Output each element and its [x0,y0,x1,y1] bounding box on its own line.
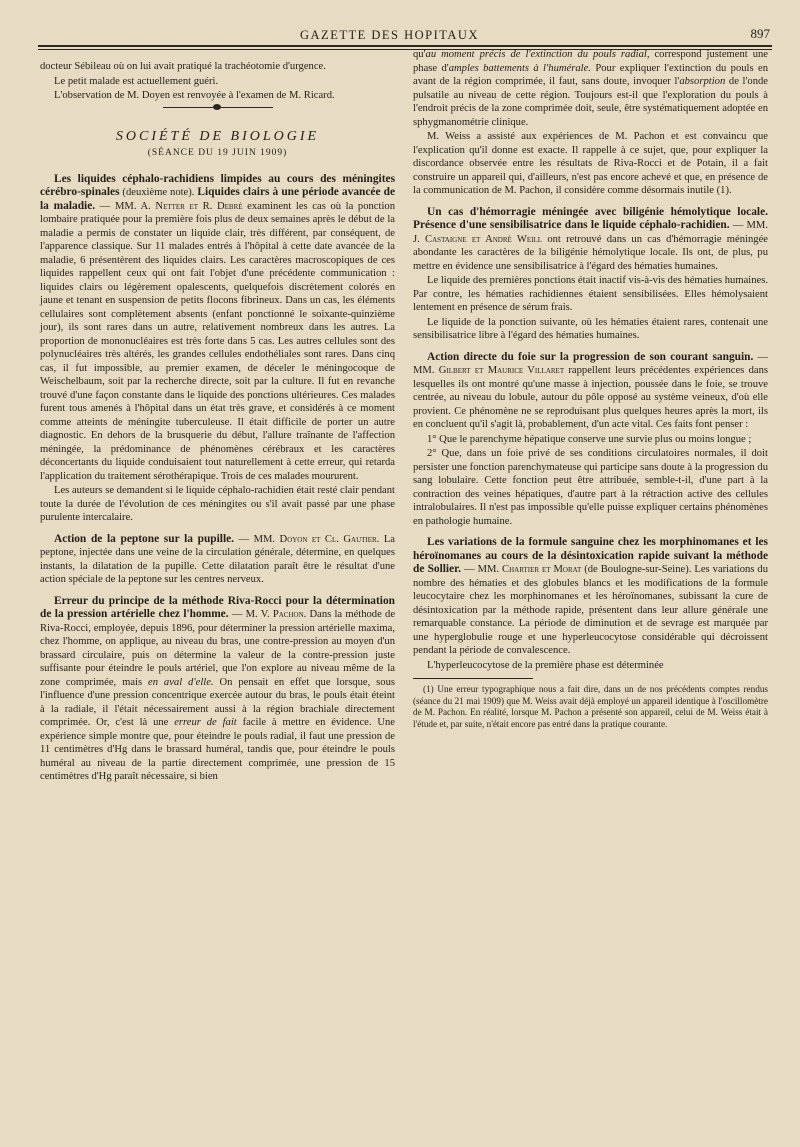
page-number: 897 [750,26,770,41]
emphasis: au moment précis de l'extinction du pouls radial, [425,49,650,60]
paragraph: M. Weiss a assisté aux expériences de M. Pachon et est convaincu que l'explication qu'il donne est exacte. Il rappelle à ce sujet, que, pour expliquer la discordance observée entre les résultats de Riva-Rocci et de Potain, il a fait construire un appareil qui, d'ailleurs, n'est pas encore achevé et que, en présence de la communication de M. Pachon, il considère comme désormais inutile (1). [413,131,768,196]
paragraph: Le petit malade est actuellement guéri. [54,75,219,87]
header-rule [38,45,772,47]
paragraph: L'hyperleucocytose de la première phase est déterminée [427,659,664,671]
article-authors: — MM. Gilbert et Maurice Villaret [413,351,768,376]
text: Pour expliquer l'extinction du pouls en avant de la région comprimée, il faut, sans doute, invoquer l' [413,62,769,87]
right-column [413,48,768,731]
paragraph: Les auteurs se demandent si le liquide céphalo-rachidien était resté clair pendant toute la durée de l'évolution de ces méningites ou s'il avait passé par une phase purulente intercalaire. [40,485,395,523]
text: de l'onde pulsatile au niveau de cette région. Toujours est-il que l'exploration du pouls à l'endroit précis de la zone comprimée doit, seule, être systématiquement adoptée en sphygmanométrie clinique. [413,76,768,128]
article-title: Action directe du foie sur la progression de son courant sanguin. [427,350,754,363]
left-column [40,60,395,785]
article-liquides [40,173,395,484]
article-formule-sanguine [413,536,768,658]
article-title: Les liquides céphalo-rachidiens limpides au cours des méningites cérébro-spinales [40,172,395,198]
article-authors: — MM. A. Netter et R. Debré [99,200,243,212]
article-body: (de Boulogne-sur-Seine). Les variations du nombre des hématies et des globules blancs et les modifications de la formule leucocytaire chez les morphinomanes et les héroïnomanes, subissant la cure de désintoxication par la méthode rapide, présentent dans leur allure générale une remarquable constance. La période de diminution et de sevrage est marquée par une hyperglobulie rouge et une hyperleucocytose considérable qui décroissent pendant la période de convalescence. [413,564,768,656]
article-riva-rocci [40,595,395,784]
article-authors: — MM. Chartier et Morat [464,564,582,575]
article-body: ont retrouvé dans un cas d'hémorragie méningée abondante les caractères de la biligénie hémolytique locale. Ils ont, de plus, pu mettre en évidence une sensibilisatrice à l'égard des hématies humaines. [413,233,768,272]
paragraph [413,48,768,129]
article-title: Erreur du principe de la méthode Riva-Rocci pour la détermination de la pression artérielle chez l'homme. [40,594,395,620]
article-title-part2: Liquides clairs à une période avancée de la maladie. [40,186,396,212]
article-title: Action de la peptone sur la pupille. [54,532,235,545]
section-title: SOCIÉTÉ DE BIOLOGIE [115,128,320,144]
article-body: On pensait en effet que lorsque, sous l'influence d'une pression concentrique exercée autour du bras, le pouls était éteint à la radiale, il l'était nécessairement aussi à la région brachiale directement comprimée. Or, c'est là une [40,676,395,728]
paragraph: 1° Que le parenchyme hépatique conserve une survie plus ou moins longue ; [427,433,752,445]
article-emphasis: erreur de fait [174,717,237,728]
article-foie [413,351,768,432]
article-peptone [40,533,395,587]
article-body: La peptone, injectée dans une veine de la circulation générale, détermine, en quelques instants, la dilatation de la pupille. Cette dilatation paraît être le résultat d'une action spéciale de la peptone sur les centres nerveux. [40,533,396,585]
paragraph: Le liquide de la ponction suivante, où les hématies étaient rares, contenait une sensibilisatrice libre à l'égard des hématies humaines. [413,316,768,341]
footnote-rule [413,678,533,679]
article-emphasis: en aval d'elle. [148,676,214,688]
paragraph: 2° Que, dans un foie privé de ses conditions circulatoires normales, il doit persister une fonction parenchymateuse qui participe sans doute à la progression du sang lobulaire. Cette fonction peut être attribuée, semble-t-il, d'une part à la contraction des veines hépatiques, d'autre part à la rétraction active des cellules intralobulaires. Il n'est pas impossible qu'elle puisse expliquer certains phénomènes en pathologie humaine. [413,448,768,527]
ornament-divider [163,107,273,108]
article-body: rappellent leurs précédentes expériences dans lesquelles ils ont montré qu'une masse à injection, poussée dans le foie, se trouve centrée, au niveau du lobule, autour du pôle opposé au système veineux, d'où elle provient. Ce phénomène ne se reproduisant plus quelques heures après la mort, ils en concluent qu'il s'agit là, probablement, d'un acte vital. Ces faits font penser : [413,365,768,430]
article-body: Dans la méthode de Riva-Rocci, employée, depuis 1896, pour déterminer la pression artérielle maxima, chez l'homme, on applique, au niveau du bras, une contre-pression au moyen d'un brassard circulaire, puis on détermine la valeur de la contre-pression juste suffisante pour éteindre le pouls artériel, que l'on explore au niveau même de la zone comprimée, mais [40,609,396,688]
article-body: facile à mettre en évidence. Une expérience simple montre que, pour éteindre le pouls radial, il faut une pression de 11 centimètres d'Hg dans le brassard huméral, tandis que, pour éteindre le pouls huméral au niveau de la partie directement comprimée, une pression de 15 centimètres d'Hg paraît nécessaire, si bien [40,717,395,782]
paragraph: Le liquide des premières ponctions était inactif vis-à-vis des hématies humaines. Par contre, les hématies rachidiennes étaient sensibilisées. Elles hémolysaient lentement en présence de sérum frais. [413,275,768,313]
emphasis: absorption [679,76,726,87]
text: correspond justement une phase d' [413,49,768,74]
paragraph: L'observation de M. Doyen est renvoyée à l'examen de M. Ricard. [54,90,335,101]
paragraph: docteur Sébileau où on lui avait pratiqué la trachéotomie d'urgence. [40,61,326,72]
article-authors: — MM. J. Castaigne et André Weill [413,220,768,245]
text: qu' [413,49,426,60]
article-authors: — M. V. Pachon. [231,609,307,620]
article-title: Un cas d'hémorragie méningée avec biligénie hémolytique locale. Présence d'une sensibilisatrice dans le liquide céphalo-rachidien. [413,205,768,231]
journal-title: GAZETTE DES HOPITAUX [300,28,479,42]
footnote: (1) Une erreur typographique nous a fait dire, dans un de nos précédents comptes rendus (séance du 21 mai 1909) que M. Weiss avait déjà employé un appareil identique à l'oscillomètre de M. Pachon. En réalité, lorsque M. Pachon a présenté son appareil, celui de M. Weiss était à l'étude et, par suite, n'était encore pas entré dans la pratique courante. [413,684,768,729]
article-authors: — MM. Doyon et Cl. Gautier. [238,533,380,545]
article-title: Les variations de la formule sanguine chez les morphinomanes et les héroïnomanes au cours de la désintoxication rapide suivant la méthode de Sollier. [413,536,768,575]
article-hemorragie [413,206,768,274]
article-title-note: (deuxième note). [122,187,195,198]
emphasis: amples battements à l'humérale. [448,62,591,74]
section-subtitle: (SÉANCE DU 19 JUIN 1909) [147,148,288,158]
running-head [0,22,800,46]
article-body: examinent les cas où la ponction lombaire pratiquée pour la première fois plus de deux semaines après le début de la maladie a permis de constater un liquide clair, très différent, par conséquent, de l'apparence classique. Sur 11 malades entrés à l'hôpital à cette date avancée de la maladie, 6 présentèrent des liquides clairs. Les caractères macroscopiques de ces liquides rappellent ceux qui ont fait l'objet d'une précédente communication : liquides clairs ou légèrement opalescents, quelquefois discrètement colorés en jaune et tenant en suspension de petits flocons fibrineux. Dans un cas, les éléments cellulaires sont complètement absents (enfant ponctionné le soixante-quinzième jour), ils sont rares dans un autre, relativement nombreux dans les autres. La proportion de mononucléaires est très forte dans 5 cas. Les autres cellules sont des polynucléaires très altérés, les grandes cellules endothéliales sont rares. Dans cinq cas, il fut impossible, au premier examen, de déceler le méningocoque de Weischelbaum, soit par la recherche directe, soit par la culture. Il fut en revanche trouvé d'une façon constante dans le liquide des ponctions ultérieures. Ces malades furent tous amenés à l'hôpital dans un état très grave, et considérés à ce moment comme atteints de méningite tuberculeuse. Il était difficile de porter un autre diagnostic. En dehors de la brusquerie du début, l'allure traînante de l'affection méningée, la prédominance de phénomènes cérébraux et les caractères déconcertants du liquide conduisaient tout naturellement à cette erreur, qui retarda l'application du traitement sérothérapique. Trois de ces malades moururent. [40,200,395,482]
